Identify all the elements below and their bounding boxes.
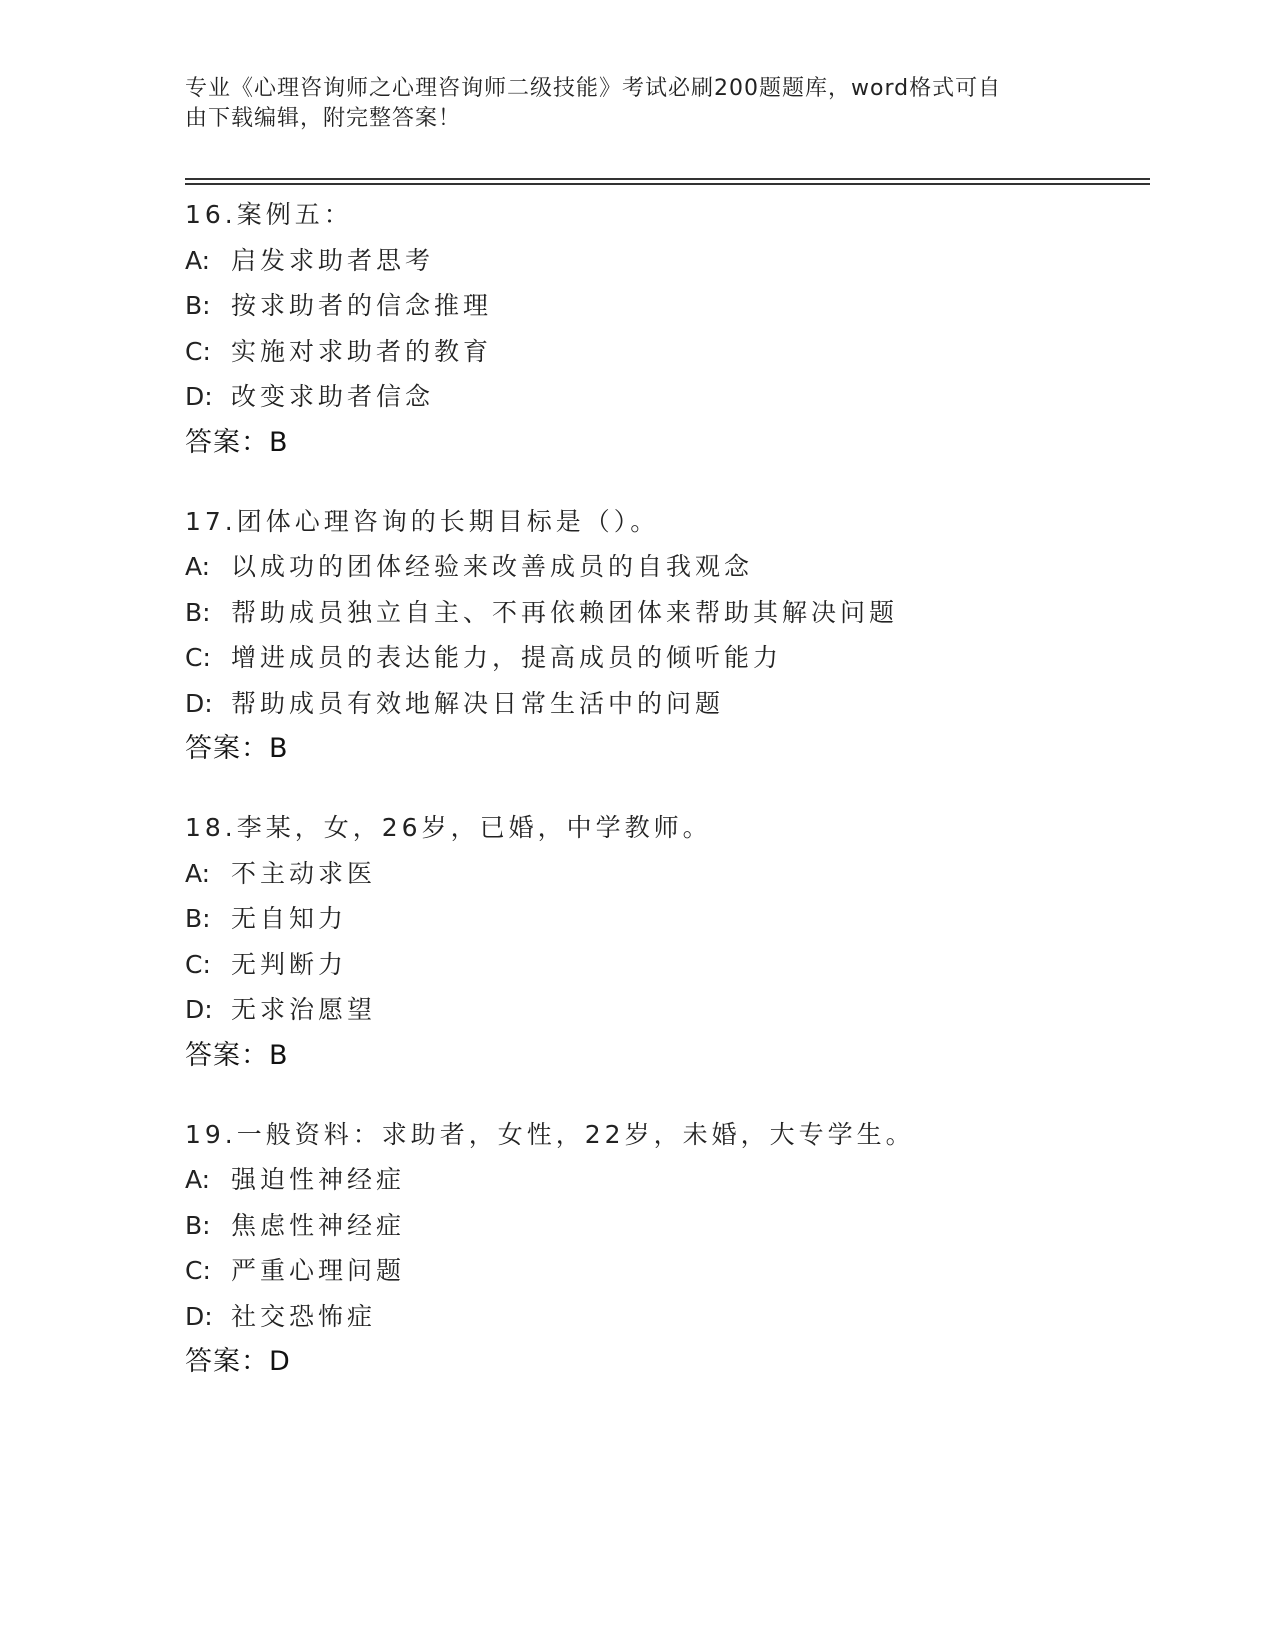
option-label: D: bbox=[185, 995, 213, 1024]
option-b bbox=[185, 283, 1185, 329]
option-text: 增进成员的表达能力，提高成员的倾听能力 bbox=[231, 643, 783, 672]
answer-line: 答案：B bbox=[185, 1039, 289, 1071]
question-16 bbox=[185, 192, 1185, 465]
option-d bbox=[185, 374, 1185, 420]
question-stem: 16.案例五： bbox=[185, 200, 353, 229]
option-c bbox=[185, 635, 1185, 681]
document-header bbox=[185, 74, 1065, 134]
option-label: A: bbox=[185, 858, 211, 888]
option-label: D: bbox=[185, 688, 213, 718]
option-label: D: bbox=[185, 382, 213, 411]
option-label: B: bbox=[185, 1210, 211, 1240]
option-b bbox=[185, 1203, 1185, 1249]
option-label: B: bbox=[185, 291, 211, 320]
option-text: 帮助成员独立自主、不再依赖团体来帮助其解决问题 bbox=[231, 597, 899, 627]
option-a bbox=[185, 1157, 1185, 1203]
question-stem: 17.团体心理咨询的长期目标是（）。 bbox=[185, 506, 660, 536]
question-stem: 18.李某，女，26岁，已婚，中学教师。 bbox=[185, 813, 712, 842]
option-label: A: bbox=[185, 245, 211, 275]
question-17 bbox=[185, 499, 1185, 772]
question-19 bbox=[185, 1112, 1185, 1385]
option-c bbox=[185, 942, 1185, 988]
question-18 bbox=[185, 805, 1185, 1078]
option-label: B: bbox=[185, 597, 211, 627]
option-text: 无自知力 bbox=[231, 904, 348, 933]
option-label: D: bbox=[185, 1301, 213, 1331]
option-text: 以成功的团体经验来改善成员的自我观念 bbox=[231, 552, 754, 581]
option-c bbox=[185, 329, 1185, 375]
option-d bbox=[185, 987, 1185, 1033]
option-d bbox=[185, 1294, 1185, 1340]
option-text: 改变求助者信念 bbox=[231, 382, 435, 411]
header-rule-top bbox=[185, 178, 1150, 180]
option-label: C: bbox=[185, 949, 211, 979]
header-line-1: 专业《心理咨询师之心理咨询师二级技能》考试必刷200题题库，word格式可自 bbox=[185, 76, 1002, 101]
option-text: 实施对求助者的教育 bbox=[231, 336, 493, 366]
header-line-2: 由下载编辑，附完整答案！ bbox=[185, 106, 462, 131]
option-text: 无判断力 bbox=[231, 949, 348, 979]
answer-line: 答案：D bbox=[185, 1346, 291, 1377]
option-text: 不主动求医 bbox=[231, 858, 377, 888]
option-text: 严重心理问题 bbox=[231, 1256, 406, 1285]
option-label: C: bbox=[185, 643, 211, 672]
option-text: 启发求助者思考 bbox=[231, 245, 435, 275]
answer-line: 答案：B bbox=[185, 733, 289, 764]
option-b bbox=[185, 590, 1185, 636]
option-label: C: bbox=[185, 1256, 211, 1285]
answer-line: 答案：B bbox=[185, 426, 289, 458]
option-a bbox=[185, 544, 1185, 590]
header-rule-bottom bbox=[185, 183, 1150, 185]
option-a bbox=[185, 851, 1185, 897]
option-text: 帮助成员有效地解决日常生活中的问题 bbox=[231, 688, 725, 718]
question-stem: 19.一般资料：求助者，女性，22岁，未婚，大专学生。 bbox=[185, 1119, 915, 1149]
option-a bbox=[185, 238, 1185, 284]
option-text: 无求治愿望 bbox=[231, 995, 377, 1024]
option-text: 强迫性神经症 bbox=[231, 1165, 406, 1194]
option-d bbox=[185, 681, 1185, 727]
option-label: A: bbox=[185, 1165, 211, 1194]
option-c bbox=[185, 1248, 1185, 1294]
question-list bbox=[185, 192, 1185, 1418]
option-label: C: bbox=[185, 336, 211, 366]
option-text: 按求助者的信念推理 bbox=[231, 291, 493, 320]
option-text: 社交恐怖症 bbox=[231, 1301, 377, 1331]
option-text: 焦虑性神经症 bbox=[231, 1210, 406, 1240]
option-b bbox=[185, 896, 1185, 942]
option-label: A: bbox=[185, 552, 211, 581]
option-label: B: bbox=[185, 904, 211, 933]
